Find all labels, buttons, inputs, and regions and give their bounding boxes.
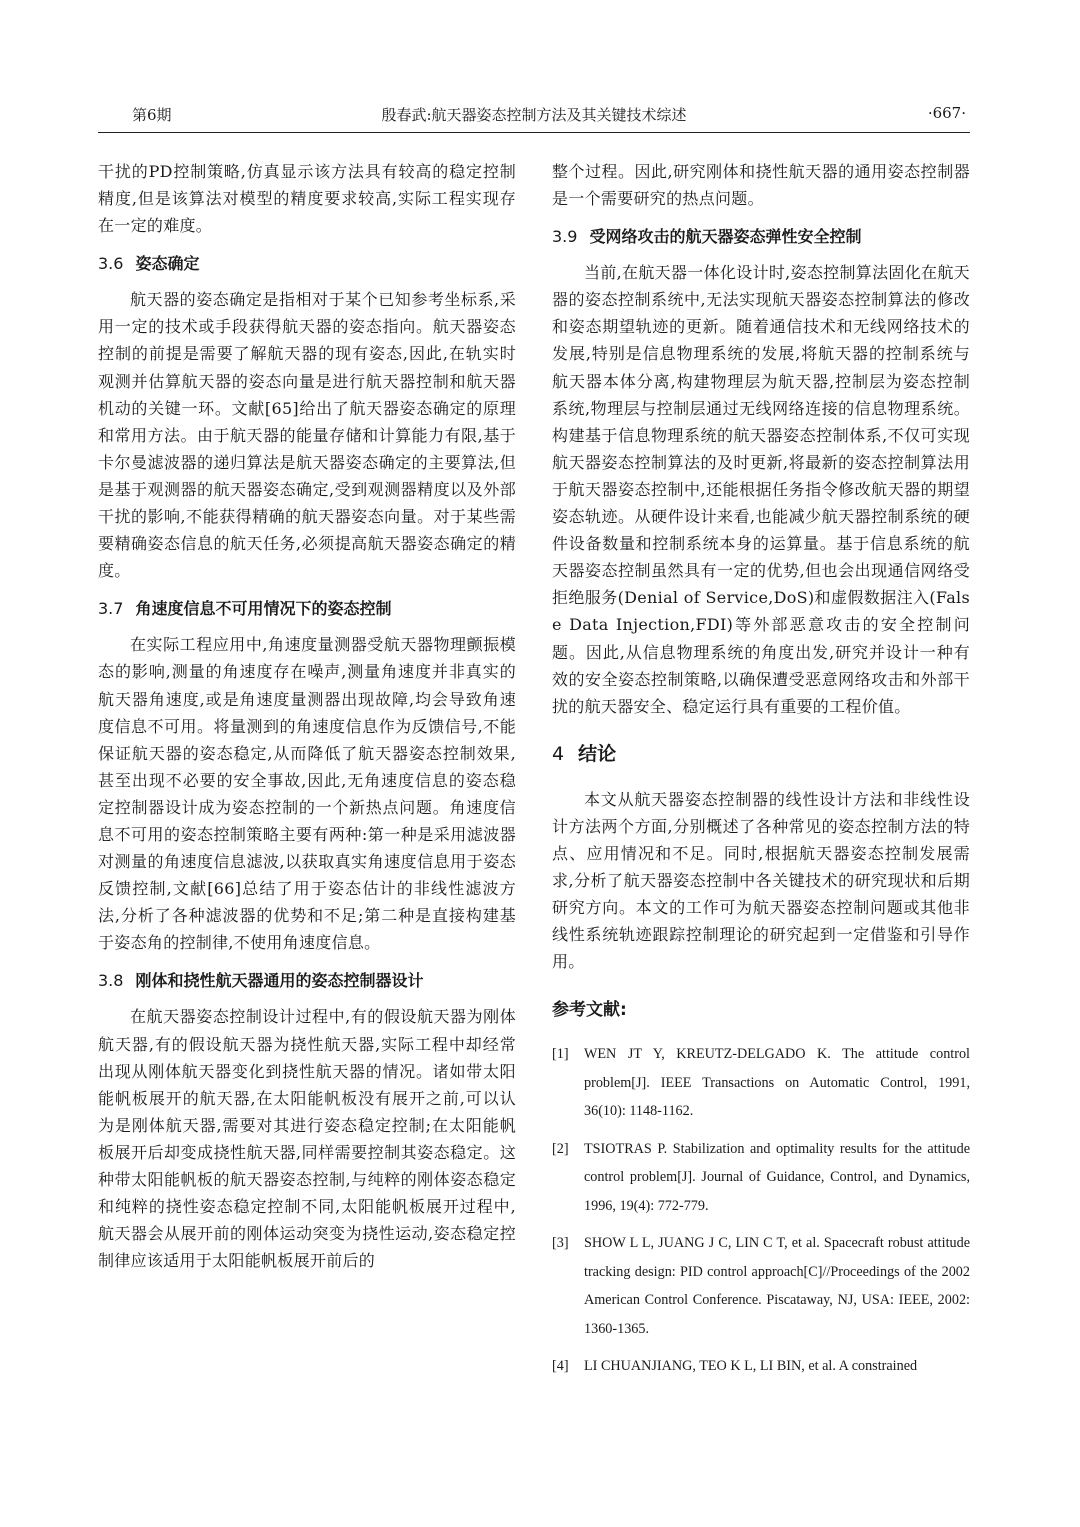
paragraph-continued: 干扰的PD控制策略,仿真显示该方法具有较高的稳定控制精度,但是该算法对模型的精度要求较高,实际工程实现存在一定的难度。 bbox=[98, 162, 516, 236]
reference-item bbox=[552, 1135, 970, 1221]
references-heading: 参考文献: bbox=[552, 1000, 627, 1021]
section-heading-3-9: 3.9 受网络攻击的航天器姿态弹性安全控制 bbox=[552, 227, 862, 247]
reference-item bbox=[552, 1040, 970, 1126]
paragraph-continued: 整个过程。因此,研究刚体和挠性航天器的通用姿态控制器是一个需要研究的热点问题。 bbox=[552, 162, 970, 209]
reference-item bbox=[552, 1229, 970, 1343]
paragraph: 航天器的姿态确定是指相对于某个已知参考坐标系,采用一定的技术或手段获得航天器的姿态指向。航天器姿态控制的前提是需要了解航天器的现有姿态,因此,在轨实时观测并估算航天器的姿态向量是进行航天器控制和航天器机动的关键一环。文献[65]给出了航天器姿态确定的原理和常用方法。由于航天器的能量存储和计算能力有限,基于卡尔曼滤波器的递归算法是航天器姿态确定的主要算法,但是基于观测器的航天器姿态确定,受到观测器精度以及外部干扰的影响,不能获得精确的航天器姿态向量。对于某些需要精确姿态信息的航天任务,必须提高航天器姿态确定的精度。 bbox=[98, 290, 516, 581]
section-heading-3-8: 3.8 刚体和挠性航天器通用的姿态控制器设计 bbox=[98, 971, 424, 991]
paragraph: 本文从航天器姿态控制器的线性设计方法和非线性设计方法两个方面,分别概述了各种常见的姿态控制方法的特点、应用情况和不足。同时,根据航天器姿态控制发展需求,分析了航天器姿态控制中各关键技术的研究现状和后期研究方向。本文的工作可为航天器姿态控制问题或其他非线性系统轨迹跟踪控制理论的研究起到一定借鉴和引导作用。 bbox=[552, 789, 970, 972]
reference-number: [3] bbox=[552, 1235, 569, 1252]
paragraph: 当前,在航天器一体化设计时,姿态控制算法固化在航天器的姿态控制系统中,无法实现航天器姿态控制算法的修改和姿态期望轨迹的更新。随着通信技术和无线网络技术的发展,特别是信息物理系统的发展,将航天器的控制系统与航天器本体分离,构建物理层为航天器,控制层为姿态控制系统,物理层与控制层通过无线网络连接的信息物理系统。构建基于信息物理系统的航天器姿态控制体系,不仅可实现航天器姿态控制算法的及时更新,将最新的姿态控制算法用于航天器姿态控制中,还能根据任务指令修改航天器的期望姿态轨迹。从硬件设计来看,也能减少航天器控制系统的硬件设备数量和控制系统本身的运算量。基于信息系统的航天器姿态控制虽然具有一定的优势,但也会出现通信网络受拒绝服务(Denial of Service,DoS)和虚假数据注入(False Data Injection,FDI)等外部恶意攻击的安全控制问题。因此,从信息物理系统的角度出发,研究并设计一种有效的安全姿态控制策略,以确保遭受恶意网络攻击和外部干扰的航天器安全、稳定运行具有重要的工程价值。 bbox=[552, 263, 970, 716]
right-column bbox=[552, 158, 970, 1390]
left-column bbox=[98, 158, 516, 1274]
paragraph: 在航天器姿态控制设计过程中,有的假设航天器为刚体航天器,有的假设航天器为挠性航天器,实际工程中却经常出现从刚体航天器变化到挠性航天器的情况。诸如带太阳能帆板展开的航天器,在太阳能帆板没有展开之前,可以认为是刚体航天器,需要对其进行姿态稳定控制;在太阳能帆板展开后却变成挠性航天器,同样需要控制其姿态稳定。这种带太阳能帆板的航天器姿态控制,与纯粹的刚体姿态稳定和纯粹的挠性姿态稳定控制不同,太阳能帆板展开过程中,航天器会从展开前的刚体运动突变为挠性运动,姿态稳定控制律应该适用于太阳能帆板展开前后的 bbox=[98, 1007, 516, 1271]
paragraph: 在实际工程应用中,角速度量测器受航天器物理颤振模态的影响,测量的角速度存在噪声,测量角速度并非真实的航天器角速度,或是角速度量测器出现故障,均会导致角速度信息不可用。将量测到的角速度信息作为反馈信号,不能保证航天器的姿态稳定,从而降低了航天器姿态控制效果,甚至出现不必要的安全事故,因此,无角速度信息的姿态稳定控制器设计成为姿态控制的一个新热点问题。角速度信息不可用的姿态控制策略主要有两种:第一种是采用滤波器对测量的角速度信息滤波,以获取真实角速度信息用于姿态反馈控制,文献[66]总结了用于姿态估计的非线性滤波方法,分析了各种滤波器的优势和不足;第二种是直接构建基于姿态角的控制律,不使用角速度信息。 bbox=[98, 635, 516, 953]
section-heading-4: 4 结论 bbox=[552, 742, 617, 765]
reference-number: [1] bbox=[552, 1046, 569, 1063]
section-heading-3-6: 3.6 姿态确定 bbox=[98, 254, 200, 274]
running-header bbox=[98, 100, 970, 133]
reference-number: [4] bbox=[552, 1358, 569, 1375]
reference-text: SHOW L L, JUANG J C, LIN C T, et al. Spacecraft robust attitude tracking design: PID control approach[C]//Proceedings of the 2002 American Control Conference. Piscataway, NJ, USA: IEEE, 2002: 1360-1365. bbox=[584, 1235, 970, 1337]
page-number: ·667· bbox=[927, 104, 966, 122]
section-heading-3-7: 3.7 角速度信息不可用情况下的姿态控制 bbox=[98, 599, 392, 619]
reference-number: [2] bbox=[552, 1140, 569, 1157]
reference-text: LI CHUANJIANG, TEO K L, LI BIN, et al. A constrained bbox=[584, 1358, 918, 1375]
reference-item bbox=[552, 1352, 970, 1381]
reference-text: TSIOTRAS P. Stabilization and optimality results for the attitude control problem[J]. Journal of Guidance, Control, and Dynamics, 1996, 19(4): 772-779. bbox=[584, 1140, 970, 1214]
issue-number: 第6期 bbox=[132, 106, 172, 124]
reference-text: WEN JT Y, KREUTZ-DELGADO K. The attitude control problem[J]. IEEE Transactions on Automatic Control, 1991, 36(10): 1148-1162. bbox=[584, 1046, 970, 1120]
running-title: 殷春武:航天器姿态控制方法及其关键技术综述 bbox=[381, 106, 687, 124]
